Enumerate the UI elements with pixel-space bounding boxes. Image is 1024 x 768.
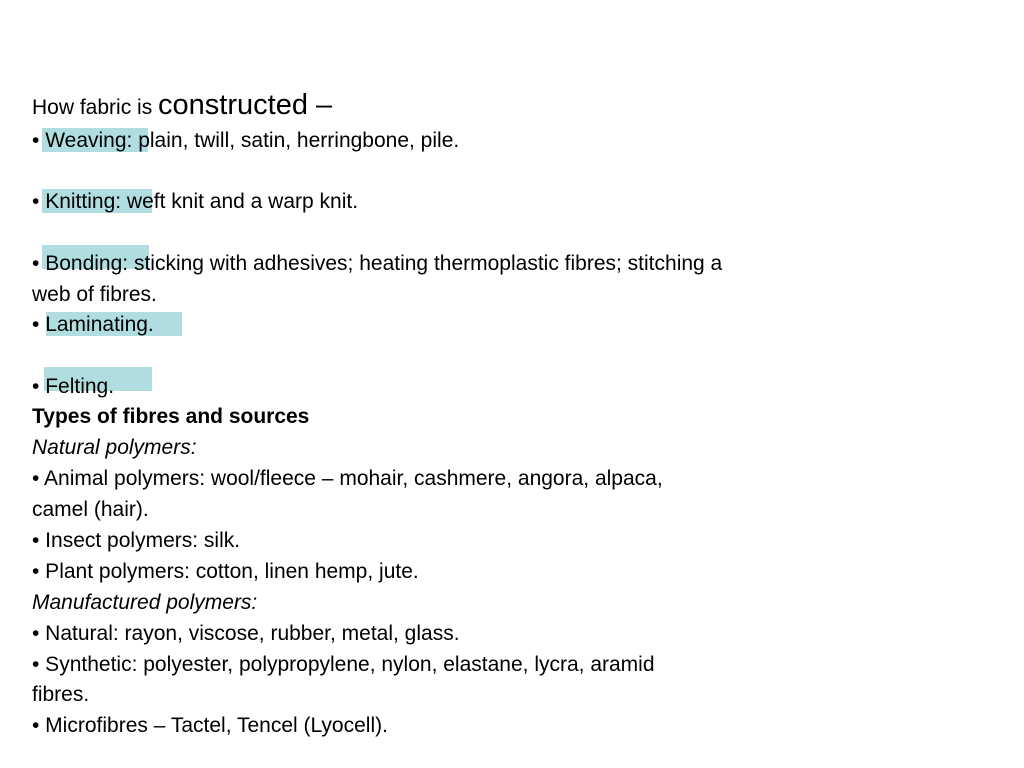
list-item-natural-manufactured: • Natural: rayon, viscose, rubber, metal, glass.: [32, 622, 460, 645]
term-bonding: Bonding:: [45, 252, 129, 275]
bullet: •: [32, 129, 40, 152]
bullet: •: [32, 252, 40, 275]
list-item-plant-polymers: • Plant polymers: cotton, linen hemp, jute.: [32, 560, 419, 583]
term-laminating: Laminating.: [45, 313, 154, 336]
bonding-description: sticking with adhesives; heating thermoplastic fibres; stitching a: [128, 252, 723, 275]
slide-heading: [32, 89, 333, 121]
heading-emphasis: constructed –: [158, 89, 333, 121]
knitting-description: weft knit and a warp knit.: [126, 190, 359, 213]
bonding-description-continued: web of fibres.: [32, 283, 157, 306]
construction-item-bonding: [32, 251, 722, 277]
fibres-title: Types of fibres and sources: [32, 405, 310, 428]
list-item-microfibres: • Microfibres – Tactel, Tencel (Lyocell).: [32, 714, 388, 737]
construction-item-laminating: [32, 312, 154, 338]
term-felting: Felting.: [45, 375, 115, 398]
weaving-description: : plain, twill, satin, herringbone, pile.: [126, 129, 460, 152]
construction-item-weaving: [32, 128, 459, 154]
bullet: •: [32, 313, 40, 336]
bullet: •: [32, 375, 40, 398]
list-item-synthetic-continued: fibres.: [32, 683, 90, 706]
term-weaving: Weaving: [45, 129, 127, 152]
construction-item-felting: [32, 374, 114, 400]
heading-prefix: How fabric is: [32, 96, 159, 119]
bullet: •: [32, 190, 40, 213]
construction-item-knitting: [32, 189, 358, 215]
term-knitting: Knitting:: [45, 190, 127, 213]
list-item-animal-polymers: • Animal polymers: wool/fleece – mohair, cashmere, angora, alpaca,: [32, 467, 663, 490]
list-item-insect-polymers: • Insect polymers: silk.: [32, 529, 241, 552]
manufactured-polymers-heading: Manufactured polymers:: [32, 591, 258, 614]
list-item-animal-polymers-continued: camel (hair).: [32, 498, 149, 521]
list-item-synthetic: • Synthetic: polyester, polypropylene, nylon, elastane, lycra, aramid: [32, 653, 655, 676]
natural-polymers-heading: Natural polymers:: [32, 436, 197, 459]
